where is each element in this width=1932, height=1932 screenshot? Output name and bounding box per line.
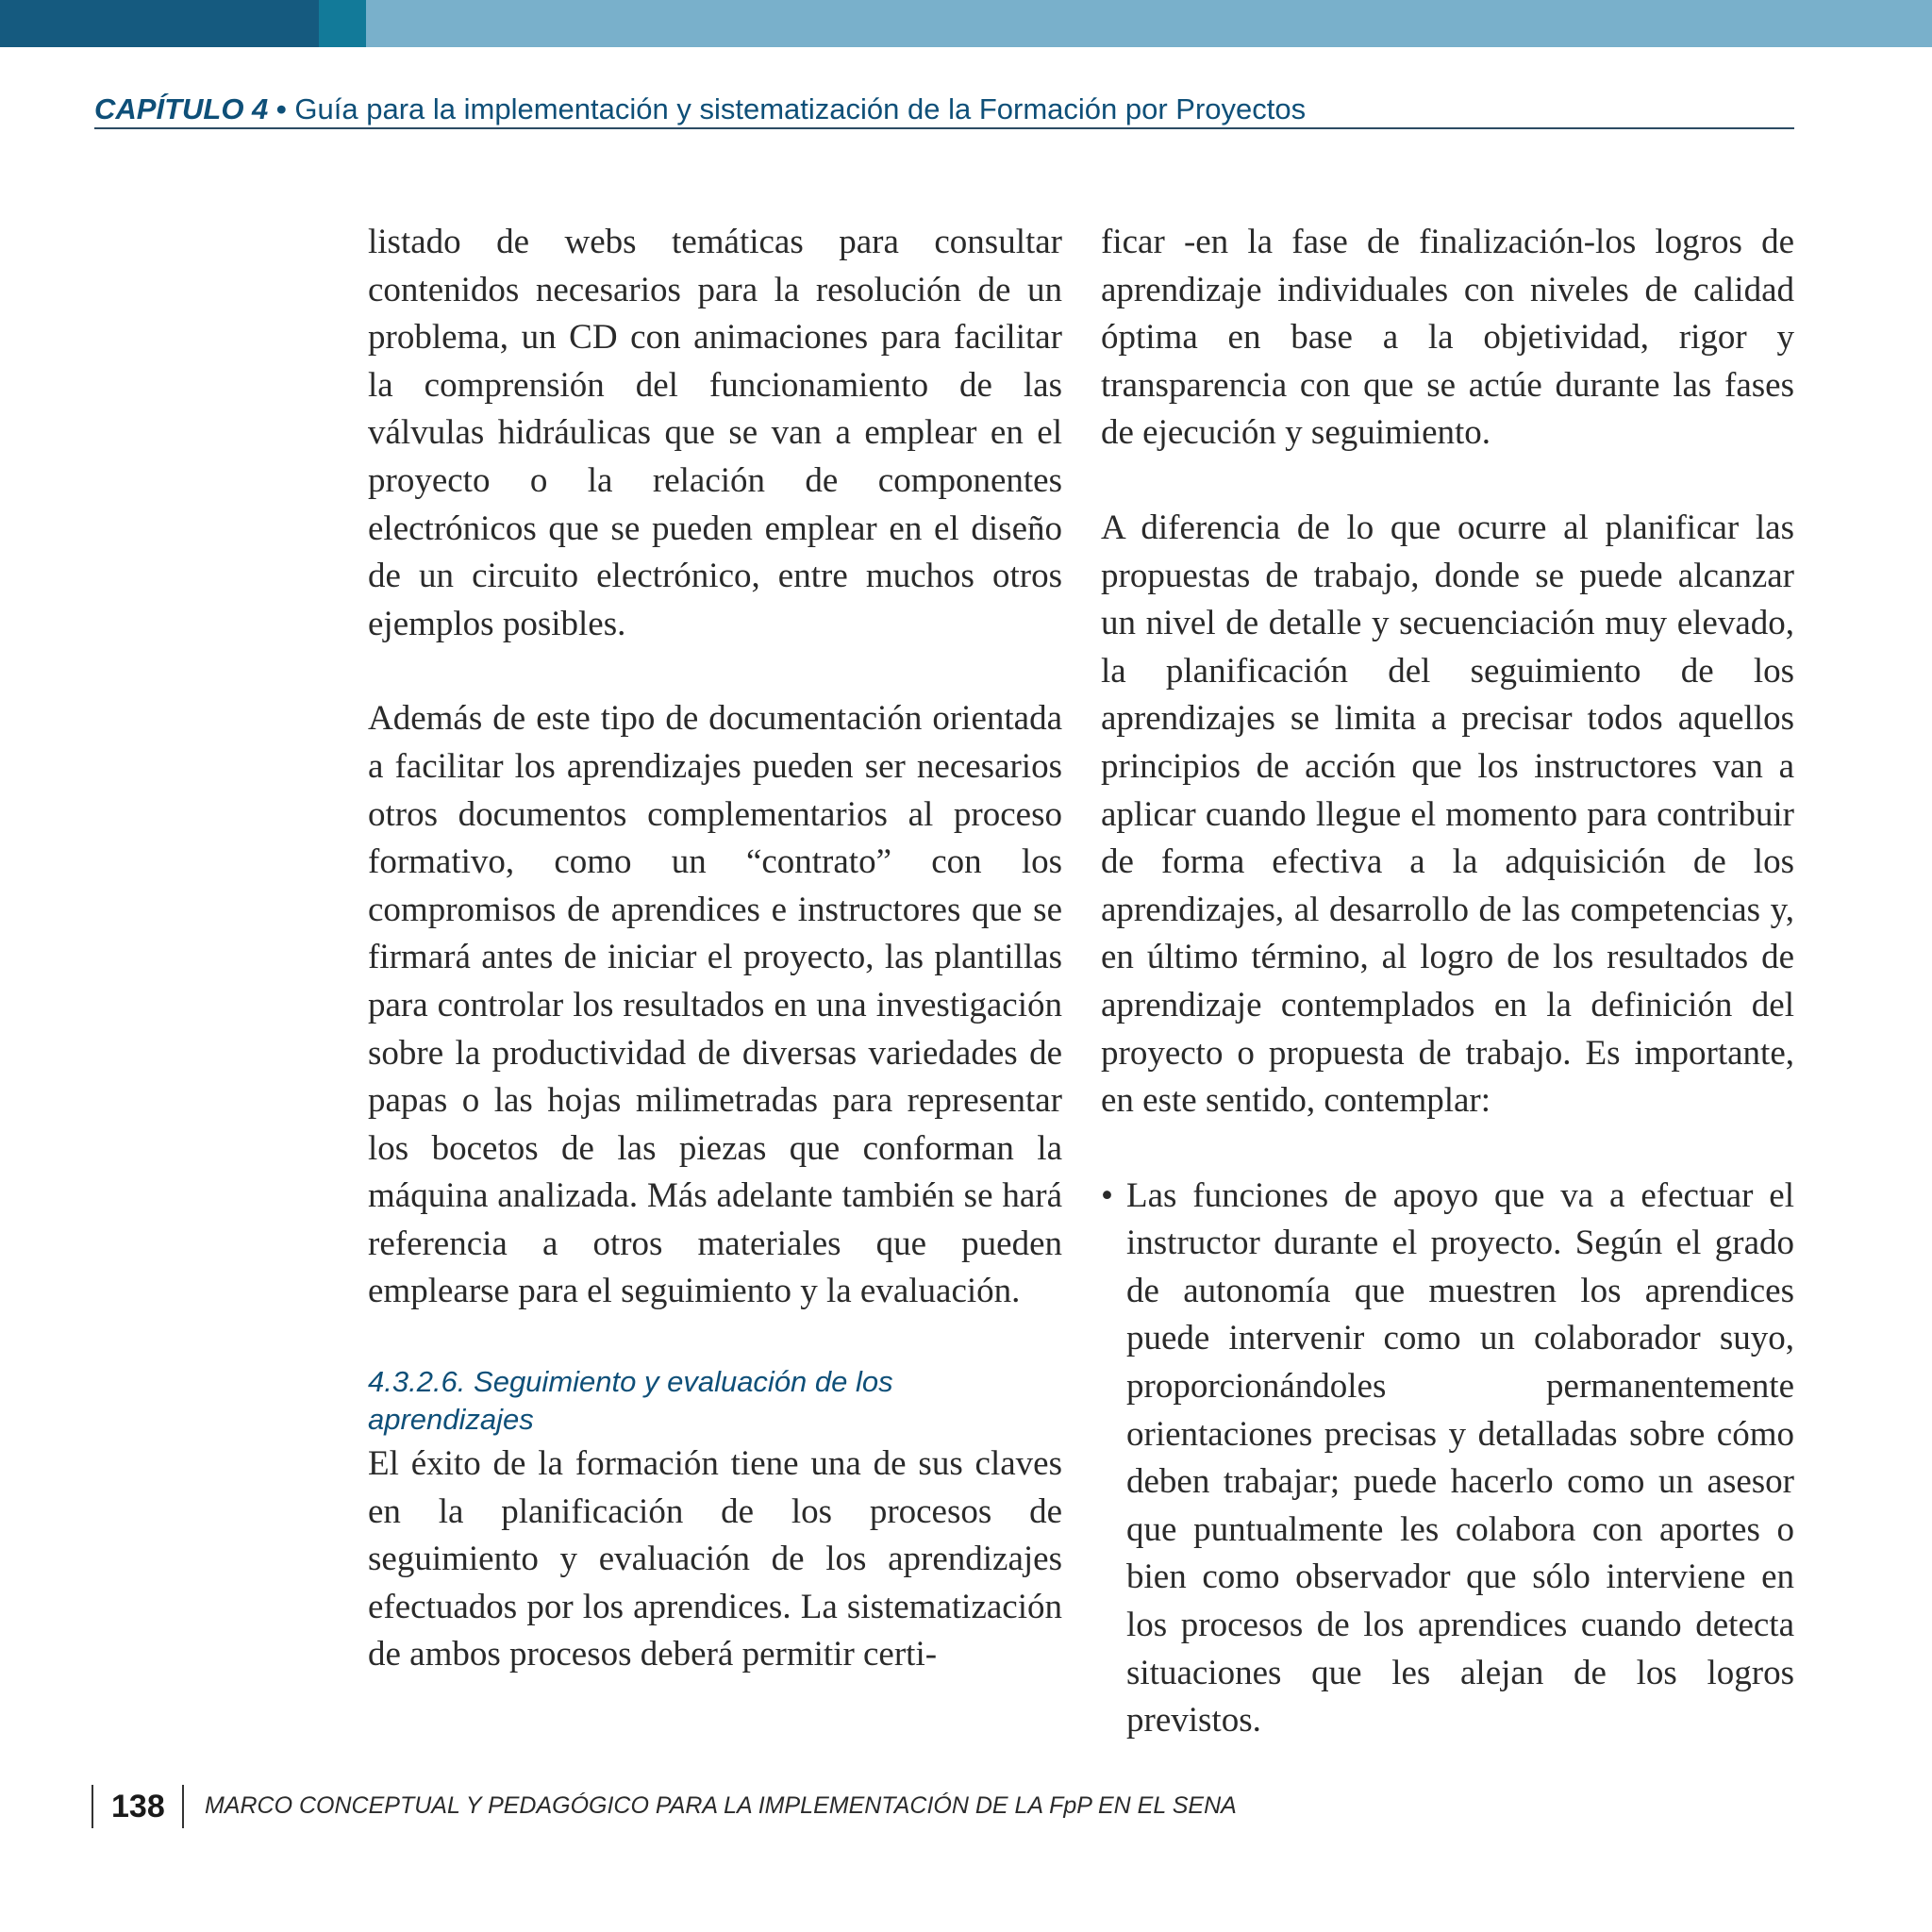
right-paragraph-1: ficar -en la fase de finalización-los logros de aprendizaje individuales con niveles de calidad óptima en base a la objetividad, rigor y transparencia con que se actúe durante las fases de ejecución y seguimiento. [1101,223,1794,453]
left-paragraph-3: El éxito de la formación tiene una de sus claves en la planificación de los procesos de seguimiento y evaluación de los aprendizajes efectuados por los aprendices. La sistematización de ambos procesos deberá permitir certi- [368,1444,1062,1674]
chapter-separator: • [275,92,287,125]
footer-book-title: MARCO CONCEPTUAL Y PEDAGÓGICO PARA LA IMPLEMENTACIÓN DE LA FpP EN EL SENA [205,1792,1237,1819]
bullet-text: Las funciones de apoyo que va a efectuar el instructor durante el proyecto. Según el grado de autonomía que muestren los aprendices puede intervenir como un colaborador suyo, proporcionándoles permanentemente orientaciones precisas y detalladas sobre cómo deben trabajar; puede hacerlo como un asesor que puntualmente les colabora con aportes o bien como observador que sólo interviene en los procesos de los aprendices cuando detecta situaciones que les alejan de los logros previstos. [1126,1175,1794,1740]
chapter-header [94,91,1792,128]
section-heading: 4.3.2.6. Seguimiento y evaluación de los aprendizajes [368,1365,893,1437]
header-divider [94,127,1794,129]
chapter-label: CAPÍTULO 4 [94,92,269,125]
left-column [368,219,1062,1726]
bullet-icon: • [1101,1175,1113,1215]
right-paragraph-2: A diferencia de lo que ocurre al planificar las propuestas de trabajo, donde se puede alcanzar un nivel de detalle y secuenciación muy elevado, la planificación del seguimiento de los aprendizajes se limita a precisar todos aquellos principios de acción que los instructores van a aplicar cuando llegue el momento para contribuir de forma efectiva a la adquisición de los aprendizajes, al desarrollo de las competencias y, en último término, al logro de los resultados de aprendizaje contemplados en la definición del proyecto o propuesta de trabajo. Es importante, en este sentido, contemplar: [1101,508,1794,1121]
chapter-title: Guía para la implementación y sistematización de la Formación por Proyectos [294,92,1307,125]
footer-left-rule [92,1785,93,1828]
top-color-band [0,0,1932,47]
right-column [1101,219,1794,1745]
page-number: 138 [111,1789,165,1824]
footer-right-rule [182,1785,184,1828]
top-band-dark-segment [0,0,319,47]
left-paragraph-1: listado de webs temáticas para consultar contenidos necesarios para la resolución de un problema, un CD con animaciones para facilitar la comprensión del funcionamiento de las válvulas hidráulicas que se van a emplear en el proyecto o la relación de componentes electrónicos que se pueden emplear en el diseño de un circuito electrónico, entre muchos otros ejemplos posibles. [368,223,1062,643]
left-paragraph-2: Además de este tipo de documentación orientada a facilitar los aprendizajes pueden ser necesarios otros documentos complementarios al proceso formativo, como un “contrato” con los compromisos de aprendices e instructores que se firmará antes de iniciar el proyecto, las plantillas para controlar los resultados en una investigación sobre la productividad de diversas variedades de papas o las hojas milimetradas para representar los bocetos de las piezas que conforman la máquina analizada. Más adelante también se hará referencia a otros materiales que pueden emplearse para el seguimiento y la evaluación. [368,699,1062,1311]
top-band-mid-segment [319,0,366,47]
bullet-list-item [1101,1173,1794,1745]
